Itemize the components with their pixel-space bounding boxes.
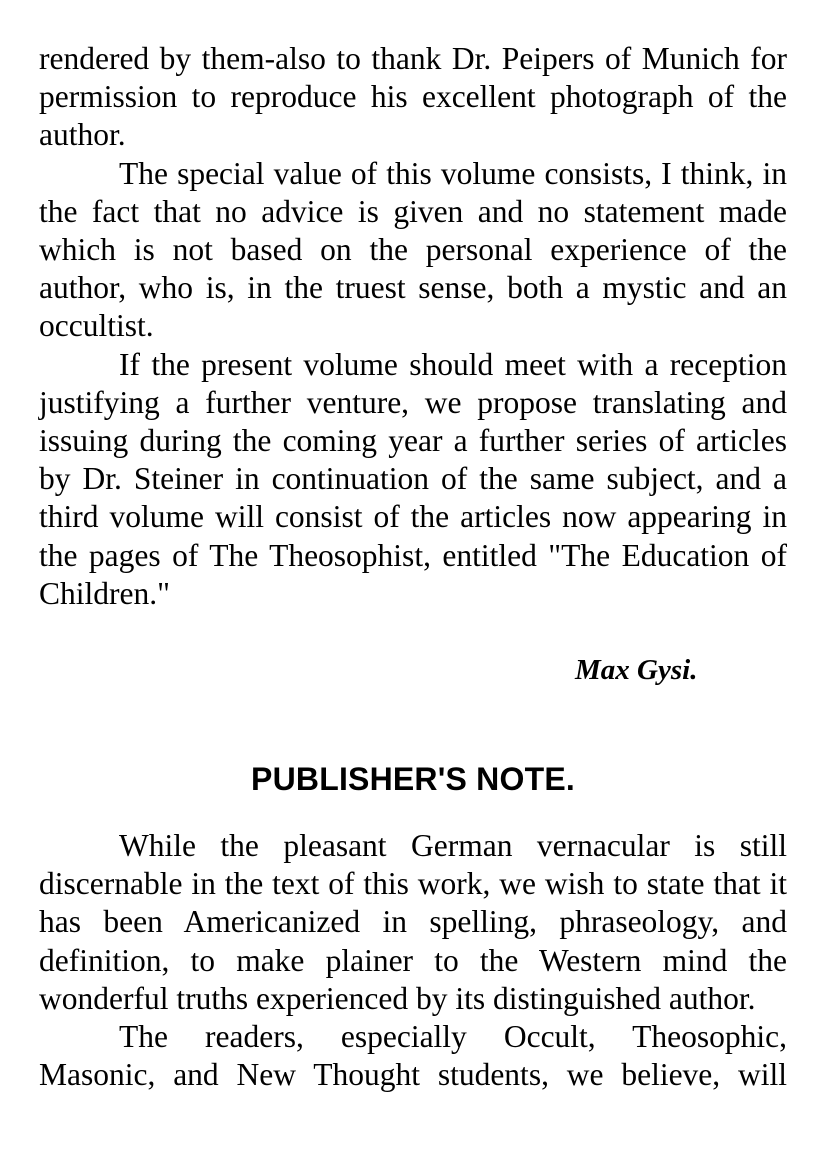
- paragraph-continued: rendered by them-also to thank Dr. Peipers of Munich for permission to reproduce his excellent photograph of the author.: [39, 41, 787, 153]
- paragraph-readers: The readers, especially Occult, Theosophic, Masonic, and New Thought students, we believe, will: [39, 1019, 787, 1093]
- paragraph-americanized: While the pleasant German vernacular is still discernable in the text of this work, we wish to state that it has been Americanized in spelling, phraseology, and definition, to make plainer to the Western mind the wonderful truths experienced by its distinguished author.: [39, 828, 787, 1016]
- paragraph-future-volumes: If the present volume should meet with a reception justifying a further venture, we propose translating and issuing during the coming year a further series of articles by Dr. Steiner in continuation of the same subject, and a third volume will consist of the articles now appearing in the pages of The Theosophist, entitled "The Education of Children.": [39, 346, 787, 611]
- signature: Max Gysi.: [575, 654, 698, 687]
- paragraph-special-value: The special value of this volume consists, I think, in the fact that no advice is given and no statement made which is not based on the personal experience of the author, who is, in the truest sense, both a mystic and an occultist.: [39, 155, 787, 344]
- section-heading: PUBLISHER'S NOTE.: [251, 761, 575, 798]
- document-page: [39, 40, 787, 1094]
